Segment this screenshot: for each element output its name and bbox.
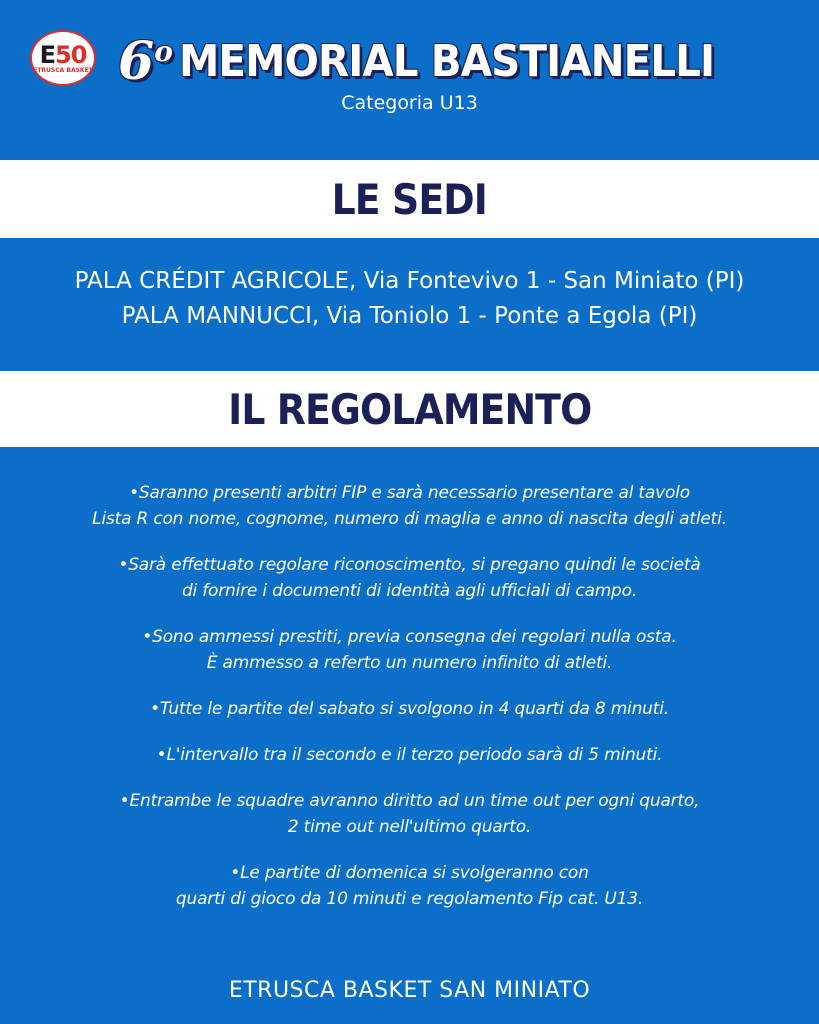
club-logo (30, 30, 96, 86)
rule-line: •Tutte le partite del sabato si svolgono in 4 quarti da 8 minuti. (150, 699, 669, 719)
rule-line: •Sarà effettuato regolare riconoscimento, si pregano quindi le società (118, 555, 701, 575)
rule-item (0, 552, 819, 604)
rule-item (0, 742, 819, 768)
rule-line: •Saranno presenti arbitri FIP e sarà necessario presentare al tavolo (129, 483, 690, 503)
venues-band (0, 160, 819, 238)
rule-line: •Sono ammessi prestiti, previa consegna dei regolari nulla osta. (142, 627, 677, 647)
rule-line: quarti di gioco da 10 minuti e regolamento Fip cat. U13. (175, 889, 644, 909)
venue-item: PALA CRÉDIT AGRICOLE, Via Fontevivo 1 - San Miniato (PI) (74, 268, 745, 294)
venues-heading: LE SEDI (331, 174, 488, 224)
rule-item (0, 788, 819, 840)
logo-mark: E50 (39, 40, 87, 69)
header (0, 0, 819, 160)
rule-item (0, 696, 819, 722)
rule-item (0, 480, 819, 532)
rule-line: •L'intervallo tra il secondo e il terzo periodo sarà di 5 minuti. (156, 745, 663, 765)
rules-list (0, 480, 819, 932)
event-title: MEMORIAL BASTIANELLI (178, 36, 715, 87)
rules-heading: IL REGOLAMENTO (227, 384, 592, 434)
venue-item: PALA MANNUCCI, Via Toniolo 1 - Ponte a Egola (PI) (121, 303, 698, 329)
category-subtitle: Categoria U13 (341, 92, 478, 114)
rule-line: È ammesso a referto un numero infinito di atleti. (206, 653, 613, 673)
rule-line: •Entrambe le squadre avranno diritto ad un time out per ogni quarto, (119, 791, 700, 811)
rule-item (0, 860, 819, 912)
rule-line: di fornire i documenti di identità agli ufficiali di campo. (181, 581, 638, 601)
rule-line: 2 time out nell'ultimo quarto. (287, 817, 532, 837)
edition-number: 6$^o$ (118, 31, 173, 92)
venues-list (0, 264, 819, 334)
rule-line: •Le partite di domenica si svolgeranno con (230, 863, 589, 883)
rules-band (0, 371, 819, 447)
rule-item (0, 624, 819, 676)
rule-line: Lista R con nome, cognome, numero di maglia e anno di nascita degli atleti. (92, 509, 727, 529)
page-title (118, 18, 761, 90)
logo-text: ETRUSCA BASKET (33, 66, 93, 74)
footer-club-name: ETRUSCA BASKET SAN MINIATO (228, 978, 591, 1003)
